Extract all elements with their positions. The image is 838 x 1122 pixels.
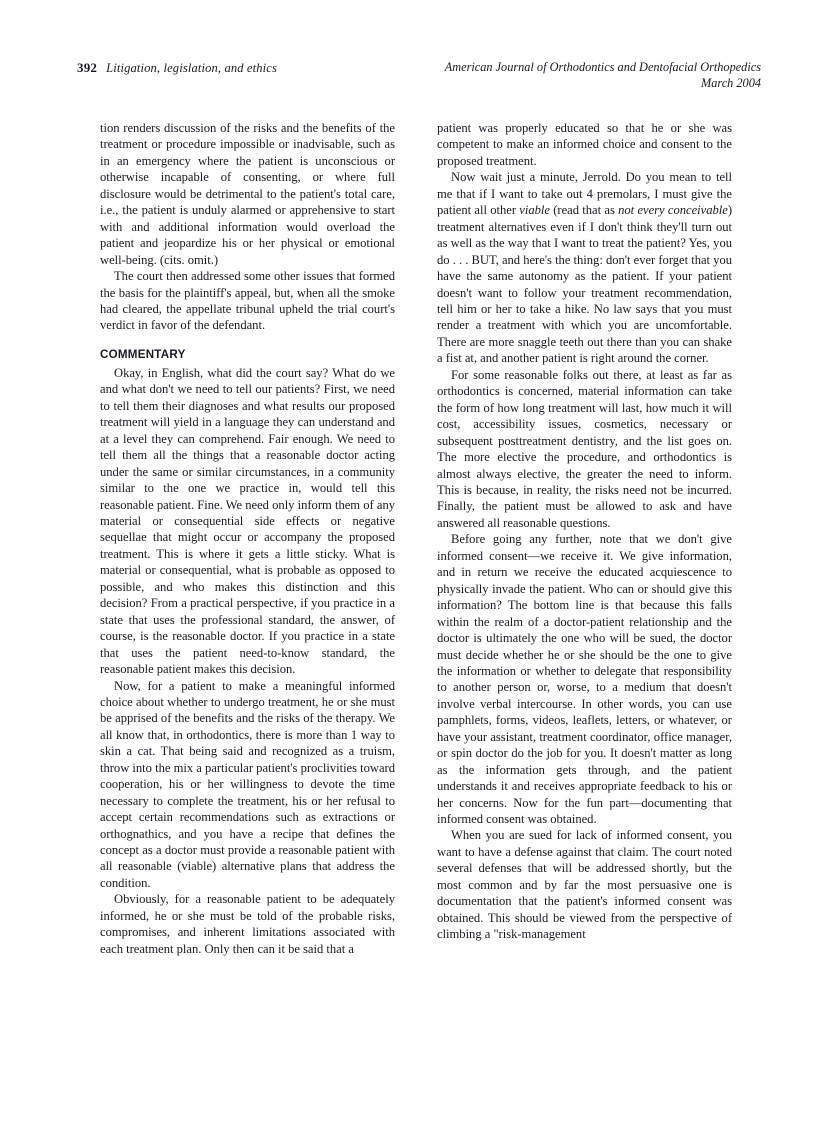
- body-columns: [100, 120, 761, 957]
- section-title-running: Litigation, legislation, and ethics: [106, 61, 277, 75]
- page-folio: 392: [77, 60, 98, 75]
- text-run: ) treatment alternatives even if I don't think they'll turn out as well as the way that I want to treat the patient? Yes, you do . . . BUT, and here's the thing: don't ever forget that you have the same autonomy as the patient. If your patient doesn't want to follow your treatment recommendation, tell him or her to take a hike. No law says that you must render a treatment with which you are uncomfortable. There are more snaggle teeth out there than you can shake a fist at, and another patient is right around the corner.: [437, 203, 732, 366]
- italic-emphasis-not-every-conceivable: not every conceivable: [618, 203, 728, 218]
- running-head: [77, 60, 761, 91]
- paragraph: Now, for a patient to make a meaningful informed choice about whether to undergo treatment, he or she must be apprised of the benefits and the risks of the therapy. We all know that, in orthodontics, there is more than 1 way to skin a cat. That being said and recognized as a truism, throw into the mix a particular patient's proclivities toward cooperation, his or her willingness to devote the time necessary to complete the treatment, his or her refusal to accept certain recommendations such as extractions or orthognathics, and you have a recipe that defines the concept as a doctor must provide a reasonable patient with all reasonable (viable) alternative plans that address the condition.: [100, 678, 395, 890]
- text-run: Now wait just a minute, Jerrold. Do you mean to tell me that if I want to take out 4 premolars, I must give the patient all other: [437, 170, 732, 218]
- journal-name: American Journal of Orthodontics and Dentofacial Orthopedics: [444, 60, 761, 74]
- running-head-right: [445, 60, 761, 91]
- paragraph: patient was properly educated so that he or she was competent to make an informed choice and consent to the proposed treatment.: [437, 121, 732, 168]
- paragraph-with-italics: [437, 169, 732, 366]
- text-run: (read that as: [549, 203, 619, 218]
- paragraph: The court then addressed some other issues that formed the basis for the plaintiff's appeal, but, when all the smoke had cleared, the appellate tribunal upheld the trial court's verdict in favor of the defendant.: [100, 269, 395, 333]
- italic-emphasis-viable: viable: [519, 203, 550, 218]
- column-right: [437, 120, 732, 957]
- column-left: [100, 120, 395, 957]
- running-head-left: [77, 60, 277, 76]
- paragraph: For some reasonable folks out there, at least as far as orthodontics is concerned, material information can take the form of how long treatment will last, how much it will cost, accessibility issues, cosmetics, necessary or subsequent posttreatment dentistry, and the list goes on. The more elective the procedure, and orthodontics is almost always elective, the greater the need to inform. This is because, in reality, the risks need not be incurred. Finally, the patient must be allowed to ask and have answered all reasonable questions.: [437, 367, 732, 530]
- issue-date: March 2004: [701, 75, 761, 90]
- commentary-heading: COMMENTARY: [100, 347, 186, 361]
- paragraph: When you are sued for lack of informed consent, you want to have a defense against that claim. The court noted several defenses that will be addressed shortly, but the most common and by far the most persuasive one is documentation that the patient's informed consent was obtained. This should be viewed from the perspective of climbing a "risk-management: [437, 828, 732, 942]
- paragraph: tion renders discussion of the risks and the benefits of the treatment or procedure impossible or inadvisable, such as in an emergency where the patient is unconscious or otherwise incapable of consenting, or where full disclosure would be detrimental to the patient's total care, i.e., the patient is unduly alarmed or apprehensive to start with and additional information would overload the patient and jeopardize his or her physical or emotional well-being. (cits. omit.): [100, 121, 395, 267]
- paragraph: Before going any further, note that we don't give informed consent—we receive it. We give information, and in return we receive the educated acquiescence to physically invade the patient. Who can or should give this information? The bottom line is that because this falls within the realm of a doctor-patient relationship and the doctor is ultimately the one who will be sued, the doctor must decide whether he or she should be the one to give the information or whether to delegate that responsibility to another person or, worse, to a medium that doesn't involve verbal intercourse. In other words, you can use pamphlets, forms, videos, leaflets, letters, or whatever, or have your assistant, treatment coordinator, office manager, or spin doctor do the job for you. It doesn't matter as long as the information gets through, and the patient understands it and receives appropriate feedback to his or her concerns. Now for the fun part—documenting that informed consent was obtained.: [437, 532, 732, 827]
- paragraph: Obviously, for a reasonable patient to be adequately informed, he or she must be told of the probable risks, compromises, and inherent limitations associated with each treatment plan. Only then can it be said that a: [100, 892, 395, 956]
- paragraph: Okay, in English, what did the court say? What do we and what don't we need to tell our patients? First, we need to tell them their diagnoses and what results our proposed treatment will yield in a language they can understand and at a level they can comprehend. Fair enough. We need to tell them all the things that a reasonable doctor acting under the same or similar circumstances, in a community similar to the one we practice in, would tell this reasonable patient. Fine. We need only inform them of any material or consequential side effects or negative sequellae that might occur or accompany the proposed treatment. This is where it gets a little sticky. What is material or consequential, what is probable as opposed to possible, and who makes this distinction and this decision? From a practical perspective, if you practice in a state that uses the professional standard, the answer, of course, is the reasonable doctor. If you practice in a state that uses the patient need-to-know standard, the reasonable patient makes this decision.: [100, 365, 395, 677]
